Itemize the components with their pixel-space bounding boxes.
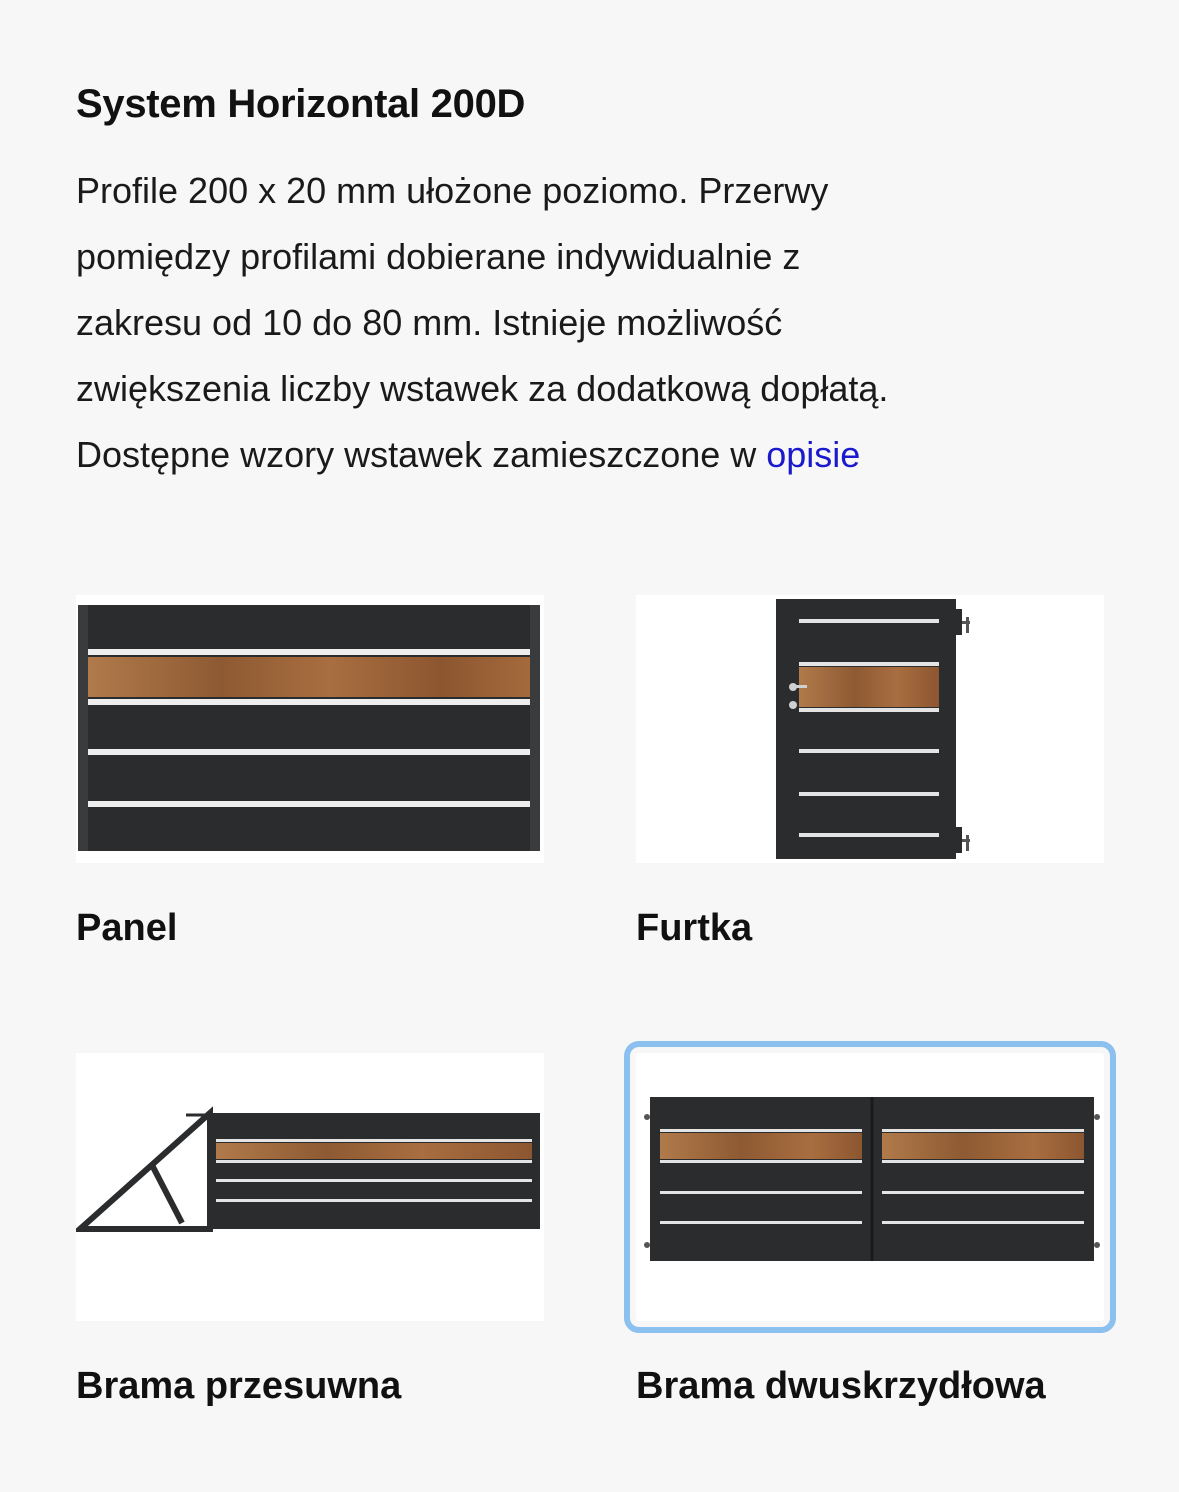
description-line: zakresu od 10 do 80 mm. Istnieje możliwość xyxy=(76,302,783,343)
option-card-brama-przesuwna[interactable] xyxy=(76,1053,544,1411)
panel-illustration xyxy=(76,595,544,863)
description-link[interactable]: opisie xyxy=(766,434,861,475)
furtka-illustration xyxy=(636,595,1104,863)
option-card-furtka[interactable] xyxy=(636,595,1104,953)
section-title: System Horizontal 200D xyxy=(76,82,526,126)
furtka-image[interactable] xyxy=(636,595,1104,863)
description-line: zwiększenia liczby wstawek za dodatkową dopłatą. xyxy=(76,368,889,409)
description-line: Profile 200 x 20 mm ułożone poziomo. Przerwy xyxy=(76,170,829,211)
panel-image[interactable] xyxy=(76,595,544,863)
brama-przesuwna-illustration xyxy=(76,1053,544,1321)
option-card-brama-dwuskrzydlowa[interactable] xyxy=(636,1053,1104,1411)
option-label: Brama dwuskrzydłowa xyxy=(636,1365,1046,1407)
brama-przesuwna-image[interactable] xyxy=(76,1053,544,1321)
option-label: Panel xyxy=(76,907,178,949)
brama-dwuskrzydlowa-image[interactable] xyxy=(636,1053,1104,1321)
brama-dwuskrzydlowa-illustration xyxy=(636,1053,1104,1321)
option-label: Furtka xyxy=(636,907,753,949)
description-line: Dostępne wzory wstawek zamieszczone w xyxy=(76,434,767,475)
option-label: Brama przesuwna xyxy=(76,1365,402,1407)
option-card-panel[interactable] xyxy=(76,595,544,953)
description-line-last xyxy=(76,422,1136,488)
section-description xyxy=(76,158,1136,488)
description-line: pomiędzy profilami dobierane indywidualnie z xyxy=(76,236,801,277)
